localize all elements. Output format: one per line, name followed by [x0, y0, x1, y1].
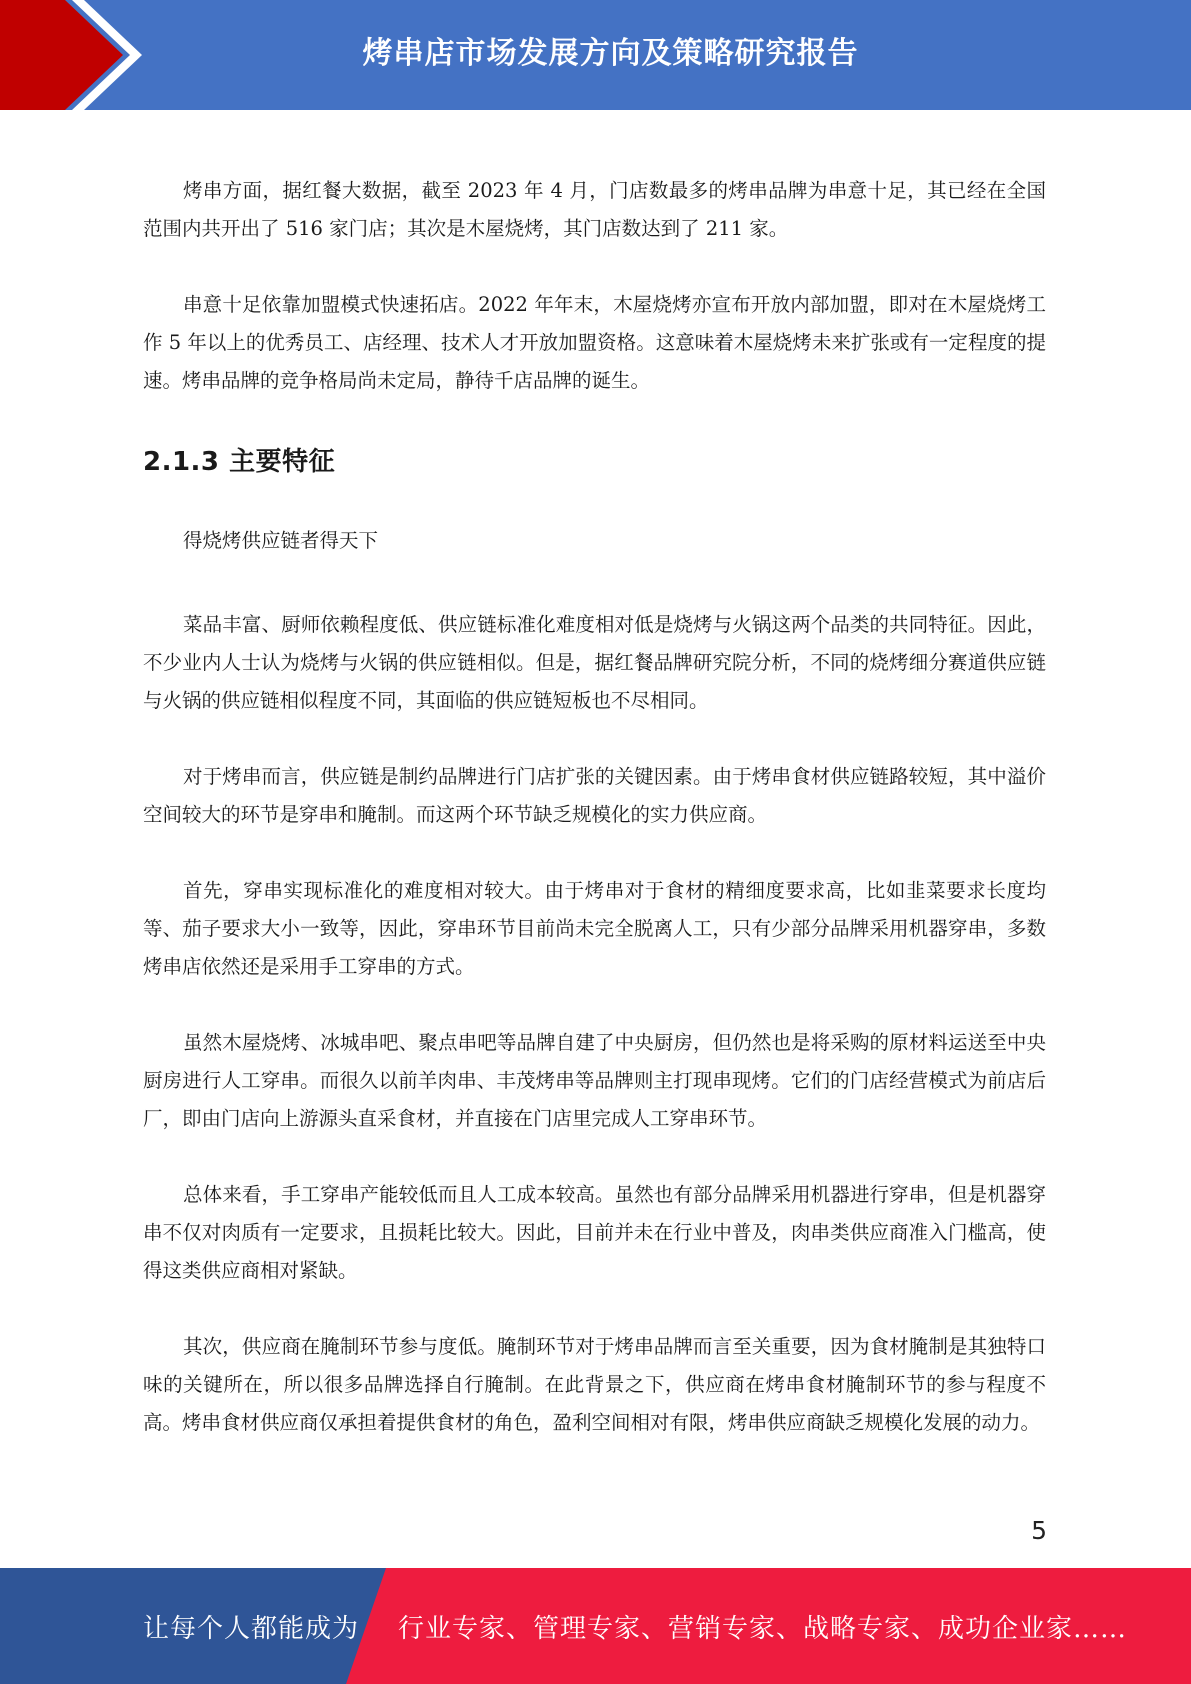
page-footer [0, 1568, 1191, 1684]
body-paragraph: 总体来看，手工穿串产能较低而且人工成本较高。虽然也有部分品牌采用机器进行穿串，但是机器穿串不仅对肉质有一定要求，且损耗比较大。因此，目前并未在行业中普及，肉串类供应商准入门槛高，使得这类供应商相对紧缺。 [143, 1183, 1046, 1282]
body-paragraph: 菜品丰富、厨师依赖程度低、供应链标准化难度相对低是烧烤与火锅这两个品类的共同特征。因此，不少业内人士认为烧烤与火锅的供应链相似。但是，据红餐品牌研究院分析，不同的烧烤细分赛道供应链与火锅的供应链相似程度不同，其面临的供应链短板也不尽相同。 [143, 613, 1046, 712]
page-header [0, 0, 1191, 110]
body-paragraph: 虽然木屋烧烤、冰城串吧、聚点串吧等品牌自建了中央厨房，但仍然也是将采购的原材料运送至中央厨房进行人工穿串。而很久以前羊肉串、丰茂烤串等品牌则主打现串现烤。它们的门店经营模式为前店后厂，即由门店向上游源头直采食材，并直接在门店里完成人工穿串环节。 [143, 1031, 1046, 1130]
body-paragraph: 首先，穿串实现标准化的难度相对较大。由于烤串对于食材的精细度要求高，比如韭菜要求长度均等、茄子要求大小一致等，因此，穿串环节目前尚未完全脱离人工，只有少部分品牌采用机器穿串，多数烤串店依然还是采用手工穿串的方式。 [143, 879, 1046, 978]
section-heading: 2.1.3 主要特征 [143, 447, 336, 477]
page-body [143, 172, 1046, 1480]
page-number: 5 [1031, 1516, 1047, 1545]
footer-slogan-right: 行业专家、管理专家、营销专家、战略专家、成功企业家…… [398, 1613, 1128, 1644]
body-paragraph: 其次，供应商在腌制环节参与度低。腌制环节对于烤串品牌而言至关重要，因为食材腌制是其独特口味的关键所在，所以很多品牌选择自行腌制。在此背景之下，供应商在烤串食材腌制环节的参与程度不高。烤串食材供应商仅承担着提供食材的角色，盈利空间相对有限，烤串供应商缺乏规模化发展的动力。 [143, 1335, 1046, 1434]
footer-slogan-left: 让每个人都能成为 [143, 1613, 360, 1644]
section-subheading: 得烧烤供应链者得天下 [183, 529, 379, 552]
body-paragraph: 烤串方面，据红餐大数据，截至 2023 年 4 月，门店数最多的烤串品牌为串意十足，其已经在全国范围内共开出了 516 家门店；其次是木屋烧烤，其门店数达到了 211 家。 [143, 179, 1046, 240]
body-paragraph: 串意十足依靠加盟模式快速拓店。2022 年年末，木屋烧烤亦宣布开放内部加盟，即对在木屋烧烤工作 5 年以上的优秀员工、店经理、技术人才开放加盟资格。这意味着木屋烧烤未来扩张或有一定程度的提速。烤串品牌的竞争格局尚未定局，静待千店品牌的诞生。 [143, 293, 1046, 392]
body-paragraph: 对于烤串而言，供应链是制约品牌进行门店扩张的关键因素。由于烤串食材供应链路较短，其中溢价空间较大的环节是穿串和腌制。而这两个环节缺乏规模化的实力供应商。 [143, 765, 1046, 826]
report-title: 烤串店市场发展方向及策略研究报告 [362, 36, 859, 71]
